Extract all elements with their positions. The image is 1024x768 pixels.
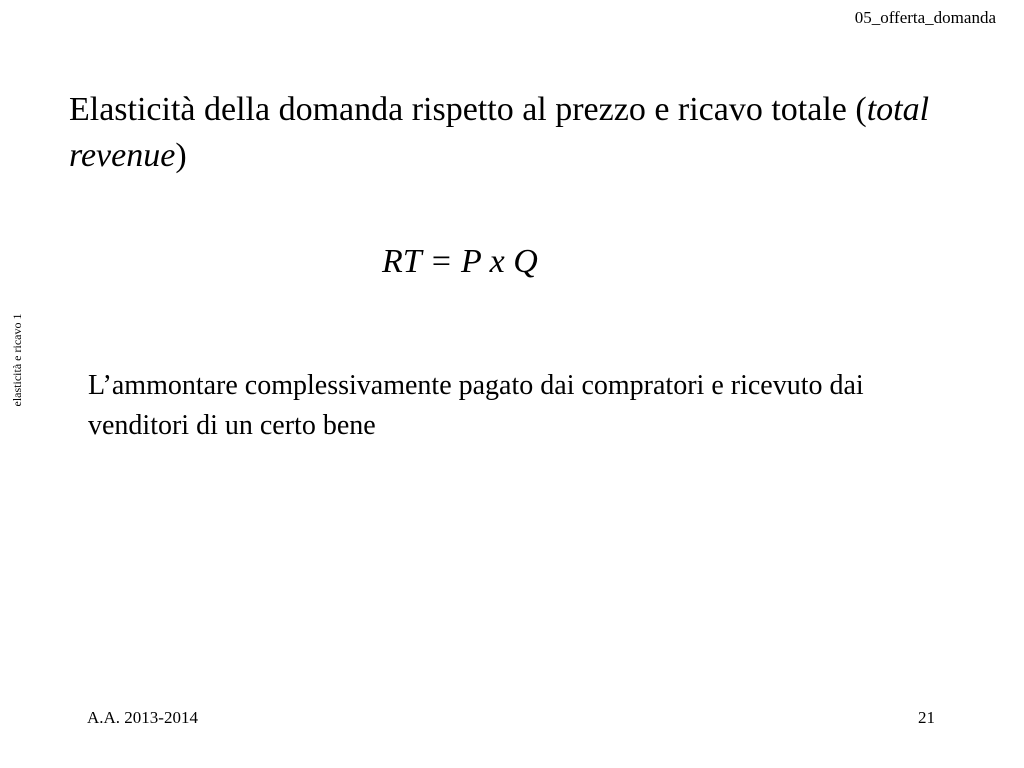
slide-title-close: ) bbox=[175, 137, 187, 174]
file-tag: 05_offerta_domanda bbox=[854, 8, 996, 27]
slide-title bbox=[69, 87, 969, 179]
formula: RT = P x Q bbox=[382, 243, 538, 280]
slide-title-main: Elasticità della domanda rispetto al prezzo e ricavo totale ( bbox=[69, 91, 867, 128]
slide-title-italic: total revenue bbox=[69, 91, 930, 174]
footer-academic-year: A.A. 2013-2014 bbox=[87, 708, 198, 727]
page-number: 21 bbox=[918, 708, 935, 727]
side-label: elasticità e ricavo 1 bbox=[10, 313, 24, 407]
definition-text: L’ammontare complessivamente pagato dai compratori e ricevuto dai venditori di un certo bene bbox=[88, 370, 864, 441]
